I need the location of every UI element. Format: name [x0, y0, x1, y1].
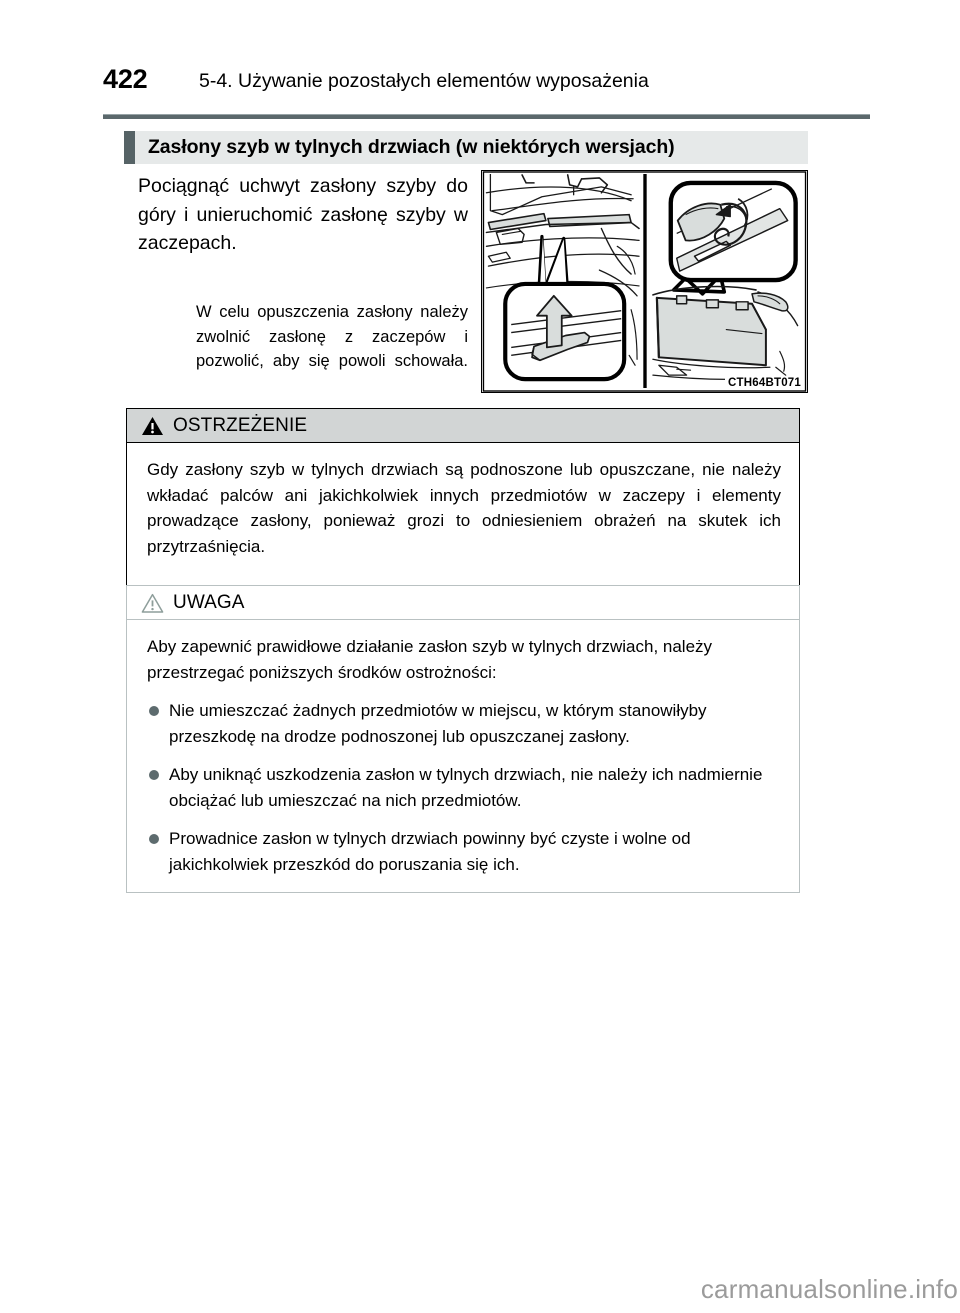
warning-triangle-filled-icon	[141, 416, 164, 436]
notice-callout-box	[126, 585, 800, 893]
notice-intro-text: Aby zapewnić prawidłowe działanie zasłon szyb w tylnych drzwiach, należy przestrzegać poniższych środków ostrożności:	[147, 637, 713, 682]
warning-text: Gdy zasłony szyb w tylnych drzwiach są podnoszone lub opuszczane, nie należy wkładać palców ani jakichkolwiek innych przedmiotów w zaczepy i elementy prowadzące zasłony, ponieważ grozi to odniesieniem obrażeń na skutek ich przytrzaśnięcia.	[147, 460, 781, 556]
sub-paragraph: W celu opuszczenia zasłony należy zwolnić zasłonę z zaczepów i pozwolić, aby się powoli schowała.	[196, 303, 468, 370]
rear-door-sunshade-diagram	[482, 171, 807, 392]
body-text-column	[138, 172, 468, 398]
list-item	[147, 826, 781, 877]
section-title-band	[124, 131, 808, 164]
warning-callout-header	[127, 409, 799, 443]
caution-triangle-outline-icon	[141, 593, 164, 613]
figure-code-label: CTH64BT071	[725, 376, 804, 390]
notice-bullet-list	[147, 698, 781, 877]
list-item-text: Aby uniknąć uszkodzenia zasłon w tylnych drzwiach, nie należy ich nadmiernie obciążać lub umieszczać na nich przedmiotów.	[169, 765, 763, 810]
site-watermark: carmanualsonline.info	[700, 1274, 958, 1304]
notice-callout-body	[127, 620, 799, 892]
page-number: 422	[103, 64, 148, 94]
list-item	[147, 762, 781, 813]
bullet-dot-icon	[149, 770, 159, 780]
list-item-text: Prowadnice zasłon w tylnych drzwiach powinny być czyste i wolne od jakichkolwiek przeszkód do poruszania się ich.	[169, 829, 691, 874]
list-item	[147, 698, 781, 749]
notice-callout-label: UWAGA	[173, 591, 245, 613]
header-divider-rule	[103, 114, 870, 119]
warning-callout-label: OSTRZEŻENIE	[173, 414, 308, 436]
warning-callout-box	[126, 408, 800, 601]
list-item-text: Nie umieszczać żadnych przedmiotów w miejscu, w którym stanowiłyby przeszkodę na drodze podnoszonej lub opuszczanej zasłony.	[169, 701, 707, 746]
bullet-dot-icon	[149, 834, 159, 844]
notice-callout-header	[127, 586, 799, 620]
illustration-figure	[481, 170, 808, 393]
section-title: Zasłony szyb w tylnych drzwiach (w niektórych wersjach)	[148, 136, 675, 158]
warning-callout-body	[127, 443, 799, 600]
page-header	[103, 62, 870, 114]
chapter-title: 5-4. Używanie pozostałych elementów wyposażenia	[199, 70, 649, 92]
bullet-dot-icon	[149, 706, 159, 716]
section-accent-bar	[124, 131, 135, 164]
lead-paragraph: Pociągnąć uchwyt zasłony szyby do góry i unieruchomić zasłonę szyby w zaczepach.	[138, 175, 468, 254]
